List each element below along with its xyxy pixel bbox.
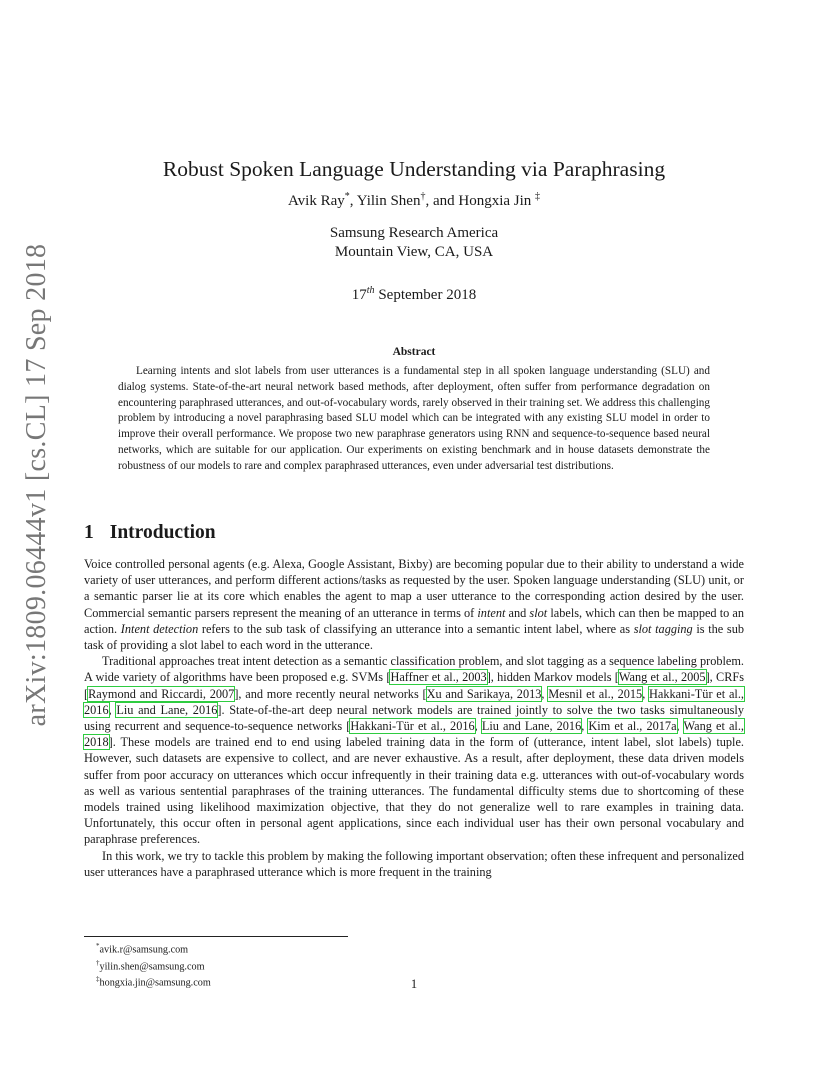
author-footnote-mark: ‡ — [535, 191, 541, 202]
section-body — [84, 556, 744, 880]
citation-link[interactable]: Haffner et al., 2003 — [390, 670, 487, 685]
emphasis: intent — [477, 605, 506, 620]
section-number: 1 — [84, 522, 94, 543]
footnote-rule — [84, 936, 348, 937]
author-line — [0, 191, 828, 210]
paper-title: Robust Spoken Language Understanding via Paraphrasing — [162, 157, 666, 182]
text-run: , — [676, 719, 684, 734]
citation-link[interactable]: Kim et al., 2017a — [588, 719, 677, 734]
footnote-email: hongxia.jin@samsung.com — [99, 977, 211, 989]
text-run: , — [541, 686, 549, 701]
date-rest: September 2018 — [374, 287, 477, 303]
section-heading — [84, 522, 216, 544]
citation-link[interactable]: Liu and Lane, 2016 — [116, 702, 218, 717]
footnote-mark: † — [96, 958, 100, 967]
emphasis: slot tagging — [633, 621, 693, 636]
author-footnote-mark: † — [420, 191, 426, 202]
date-suffix: th — [366, 285, 375, 296]
footnote-mark: ‡ — [96, 975, 100, 984]
affiliation-location: Mountain View, CA, USA — [334, 244, 494, 260]
author-name: , and Hongxia Jin — [425, 193, 532, 209]
text-run: refers to the sub task of classifying an utterance into a semantic intent label, where as — [198, 621, 634, 636]
emphasis: Intent detection — [120, 621, 199, 636]
text-run: , — [108, 702, 117, 717]
paragraph — [84, 653, 744, 847]
section-title: Introduction — [109, 522, 216, 543]
abstract-text: Learning intents and slot labels from user utterances is a fundamental step in all spoken language understanding (SLU) and dialog systems. State-of-the-art neural network based methods, after deployment, often suffer from performance degradation on encountering paraphrased utterances, and out-of-vocabulary words, rarely observed in their training set. We address this challenging problem by introducing a novel paraphrasing based SLU model which can be integrated with any existing SLU model in order to improve their overall performance. We propose two new paraphrase generators using RNN and sequence-to-sequence based neural networks, which are suitable for our application. Our experiments on existing benchmark and in house datasets demonstrate the robustness of our models to rare and complex paraphrased utterances, even under adversarial test distributions. — [118, 365, 710, 472]
text-run: ], hidden Markov models [ — [486, 670, 619, 685]
text-run: , — [642, 686, 650, 701]
author-name: Avik Ray — [287, 193, 345, 209]
footnote — [96, 940, 211, 957]
affiliation — [0, 224, 828, 262]
paragraph: In this work, we try to tackle this problem by making the following important observation; often these infrequent and personalized user utterances have a paraphrased utterance which is more frequent in the training — [84, 848, 745, 879]
date-day: 17 — [351, 287, 367, 303]
footnote-email: avik.r@samsung.com — [99, 944, 189, 956]
emphasis: slot — [529, 605, 548, 620]
paragraph — [84, 556, 744, 653]
arxiv-id-text: arXiv:1809.06444v1 [cs.CL] 17 Sep 2018 — [21, 243, 52, 727]
citation-link[interactable]: Hakkani-Tür et al., 2016 — [84, 686, 744, 717]
citation-link[interactable]: Liu and Lane, 2016 — [481, 719, 582, 734]
text-run: Traditional approaches treat intent detection as a semantic classification problem, and slot tagging as a sequence labeling problem. A wide variety of algorithms have been proposed e.g. SVMs [ — [84, 654, 744, 685]
citation-link[interactable]: Wang et al., 2018 — [84, 719, 744, 750]
author-name: , Yilin Shen — [349, 193, 421, 209]
text-run: Voice controlled personal agents (e.g. Alexa, Google Assistant, Bixby) are becoming popular due to their ability to understand a wide variety of user utterances, and perform different actions/tasks as requested by the user. Spoken language understanding (SLU) unit, or a semantic parser lie at its core which enables the agent to map a user utterance to the corresponding action desired by the user. Commercial semantic parsers represent the meaning of an utterance in terms of — [84, 557, 744, 620]
paper-date — [0, 285, 828, 304]
author-footnote-mark: * — [344, 191, 350, 202]
citation-link[interactable]: Hakkani-Tür et al., 2016 — [350, 719, 475, 734]
text-run: ], and more recently neural networks [ — [234, 686, 427, 701]
citation-link[interactable]: Mesnil et al., 2015 — [548, 686, 643, 701]
text-run: ]. These models are trained end to end using labeled training data in the form of (utterance, intent label, slot labels) tuple. However, such datasets are expensive to collect, and are never exhaustive. As a result, after deployment, these data driven models suffer from poor accuracy on utterances which occur infrequently in their training data e.g. utterances with out-of-vocabulary words as well as various sentential paraphrases of the training utterances. The fundamental difficulty stems due to shortcoming of these models trained using likelihood maximization objective, that they do not generalize well to rare examples in training data. Unfortunately, this occur often in personal agent applications, since each individual user has their own personal vocabulary and paraphrase preferences. — [84, 735, 744, 847]
footnote — [96, 957, 211, 974]
text-run: is the sub task of providing a slot label to each word in the utterance. — [84, 621, 745, 653]
text-run: ]. State-of-the-art deep neural network models are trained jointly to solve the two tasks simultaneously using recurrent and sequence-to-sequence networks [ — [84, 702, 744, 734]
page-number: 1 — [410, 977, 418, 991]
footnote-mark: * — [96, 942, 100, 950]
citation-link[interactable]: Raymond and Riccardi, 2007 — [88, 686, 235, 701]
citation-link[interactable]: Wang et al., 2005 — [618, 670, 706, 685]
text-run: and — [505, 605, 530, 620]
abstract-heading: Abstract — [392, 346, 436, 358]
text-run: labels, which can then be mapped to an action. — [84, 605, 745, 636]
text-run: ], CRFs [ — [84, 670, 745, 701]
text-run: , — [474, 719, 482, 734]
affiliation-org: Samsung Research America — [329, 225, 499, 241]
text-run: , — [581, 719, 589, 734]
footnote-email: yilin.shen@samsung.com — [99, 960, 205, 972]
citation-link[interactable]: Xu and Sarikaya, 2013 — [426, 686, 542, 701]
